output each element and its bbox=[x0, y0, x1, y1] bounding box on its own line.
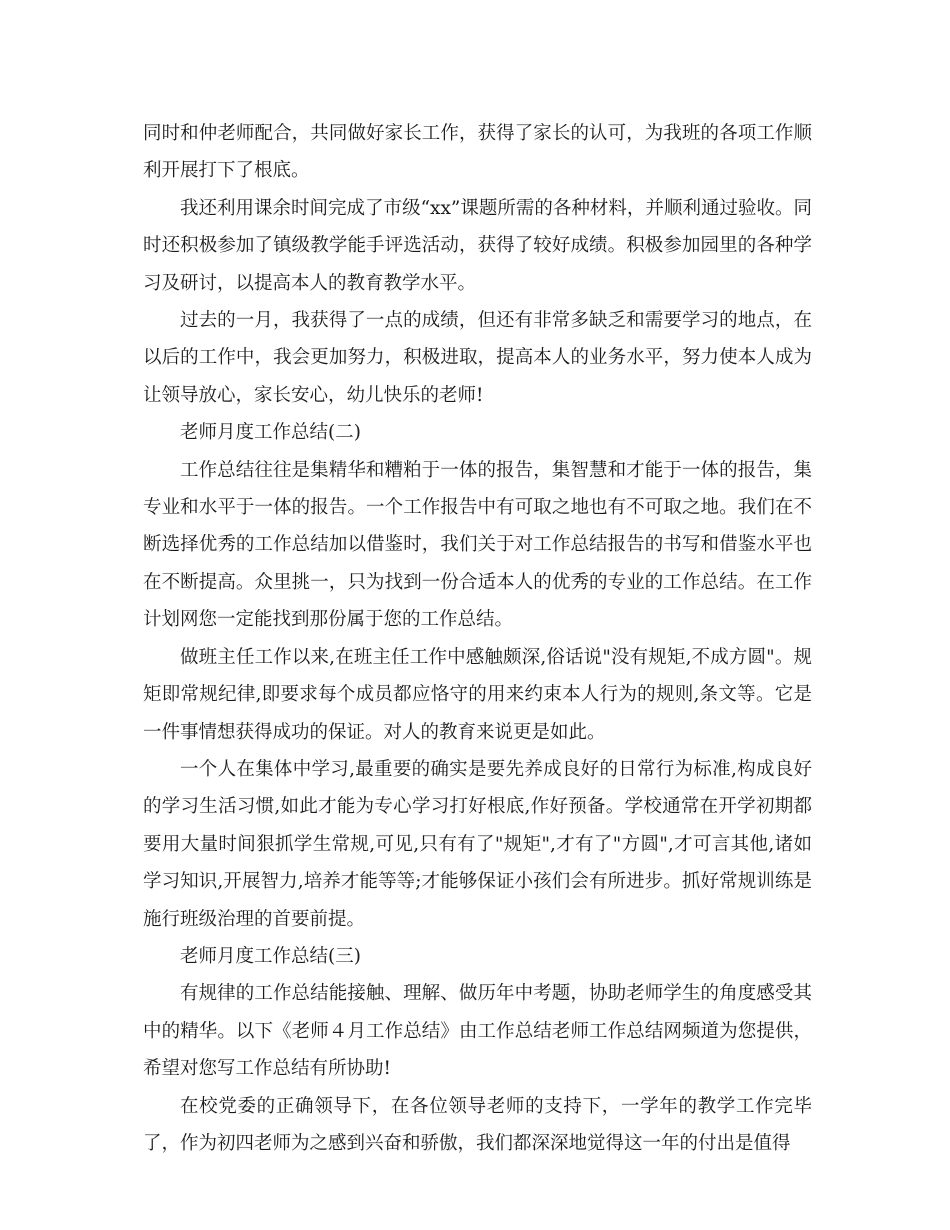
paragraph: 过去的一月，我获得了一点的成绩，但还有非常多缺乏和需要学习的地点，在以后的工作中，我会更加努力，积极进取，提高本人的业务水平，努力使本人成为让领导放心，家长安心，幼儿快乐的老师! bbox=[143, 310, 812, 406]
paragraph: 工作总结往往是集精华和糟粕于一体的报告，集智慧和才能于一体的报告，集专业和水平于一体的报告。一个工作报告中有可取之地也有不可取之地。我们在不断选择优秀的工作总结加以借鉴时，我们关于对工作总结报告的书写和借鉴水平也在不断提高。众里挑一，只为找到一份合适本人的优秀的专业的工作总结。在工作计划网您一定能找到那份属于您的工作总结。 bbox=[143, 459, 812, 631]
paragraph: 有规律的工作总结能接触、理解、做历年中考题，协助老师学生的角度感受其中的精华。以下《老师４月工作总结》由工作总结老师工作总结网频道为您提供，希望对您写工作总结有所协助! bbox=[143, 983, 812, 1080]
paragraph: 做班主任工作以来,在班主任工作中感触颇深,俗话说"没有规矩,不成方圆"。规矩即常规纪律,即要求每个成员都应恪守的用来约束本人行为的规则,条文等。它是一件事情想获得成功的保证。对人的教育来说更是如此。 bbox=[143, 646, 812, 743]
paragraph: 一个人在集体中学习,最重要的确实是要先养成良好的日常行为标准,构成良好的学习生活习惯,如此才能为专心学习打好根底,作好预备。学校通常在开学初期都要用大量时间狠抓学生常规,可见,只有有了"规矩",才有了"方圆",才可言其他,诸如学习知识,开展智力,培养才能等等;才能够保证小孩们会有所进步。抓好常规训练是施行班级治理的首要前提。 bbox=[143, 758, 812, 930]
paragraph-continued: 同时和仲老师配合，共同做好家长工作，获得了家长的认可，为我班的各项工作顺利开展打下了根底。 bbox=[143, 123, 812, 182]
section-heading: 老师月度工作总结(二) bbox=[180, 422, 361, 444]
paragraph: 我还利用课余时间完成了市级“xx”课题所需的各种材料，并顺利通过验收。同时还积极参加了镇级教学能手评选活动，获得了较好成绩。积极参加园里的各种学习及研讨，以提高本人的教育教学水平。 bbox=[143, 197, 812, 294]
paragraph: 在校党委的正确领导下，在各位领导老师的支持下，一学年的教学工作完毕了，作为初四老师为之感到兴奋和骄傲，我们都深深地觉得这一年的付出是值得 bbox=[143, 1095, 812, 1154]
section-heading: 老师月度工作总结(三) bbox=[180, 945, 361, 967]
